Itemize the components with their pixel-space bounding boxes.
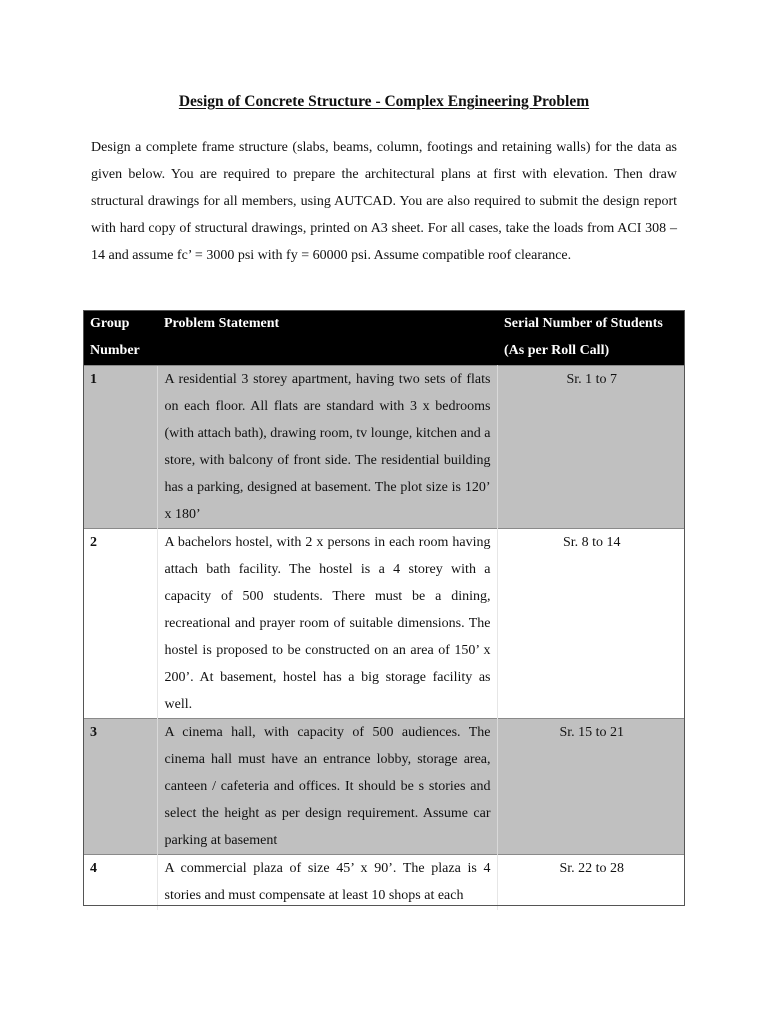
table-header-row: [83, 310, 685, 366]
serial-range: Sr. 15 to 21: [497, 719, 685, 855]
problem-statement: A commercial plaza of size 45’ x 90’. The plaza is 4 stories and must compensate at least 10 shops at each: [157, 855, 497, 910]
group-number: 2: [83, 529, 157, 719]
problem-statement: A cinema hall, with capacity of 500 audiences. The cinema hall must have an entrance lobby, storage area, canteen / cafeteria and offices. It should be s stories and select the height as per design requirement. Assume car parking at basement: [157, 719, 497, 855]
group-number: 4: [83, 855, 157, 910]
header-problem-statement: Problem Statement: [157, 310, 497, 366]
serial-range: Sr. 8 to 14: [497, 529, 685, 719]
intro-paragraph: Design a complete frame structure (slabs, beams, column, footings and retaining walls) for the data as given below. You are required to prepare the architectural plans at first with elevation. Then draw structural drawings for all members, using AUTCAD. You are also required to submit the design report with hard copy of structural drawings, printed on A3 sheet. For all cases, take the loads from ACI 308 – 14 and assume fc’ = 3000 psi with fy = 60000 psi. Assume compatible roof clearance.: [91, 140, 677, 263]
header-group-number: Group Number: [83, 310, 157, 366]
problem-statement: A residential 3 storey apartment, having two sets of flats on each floor. All flats are standard with 3 x bedrooms (with attach bath), drawing room, tv lounge, kitchen and a store, with balcony of front side. The residential building has a parking, designed at basement. The plot size is 120’ x 180’: [157, 366, 497, 529]
table-row: [83, 529, 685, 719]
serial-range: Sr. 22 to 28: [497, 855, 685, 910]
group-number: 1: [83, 366, 157, 529]
header-serial-number: Serial Number of Students (As per Roll Call): [497, 310, 685, 366]
document-title: Design of Concrete Structure - Complex Engineering Problem: [178, 93, 590, 110]
problem-statement: A bachelors hostel, with 2 x persons in each room having attach bath facility. The hostel is a 4 storey with a capacity of 500 students. There must be a dining, recreational and prayer room of suitable dimensions. The hostel is proposed to be constructed on an area of 150’ x 200’. At basement, hostel has a big storage facility as well.: [157, 529, 497, 719]
table-row: [83, 855, 685, 910]
table-row: [83, 719, 685, 855]
serial-range: Sr. 1 to 7: [497, 366, 685, 529]
table-row: [83, 366, 685, 529]
problem-table: [83, 310, 685, 910]
group-number: 3: [83, 719, 157, 855]
